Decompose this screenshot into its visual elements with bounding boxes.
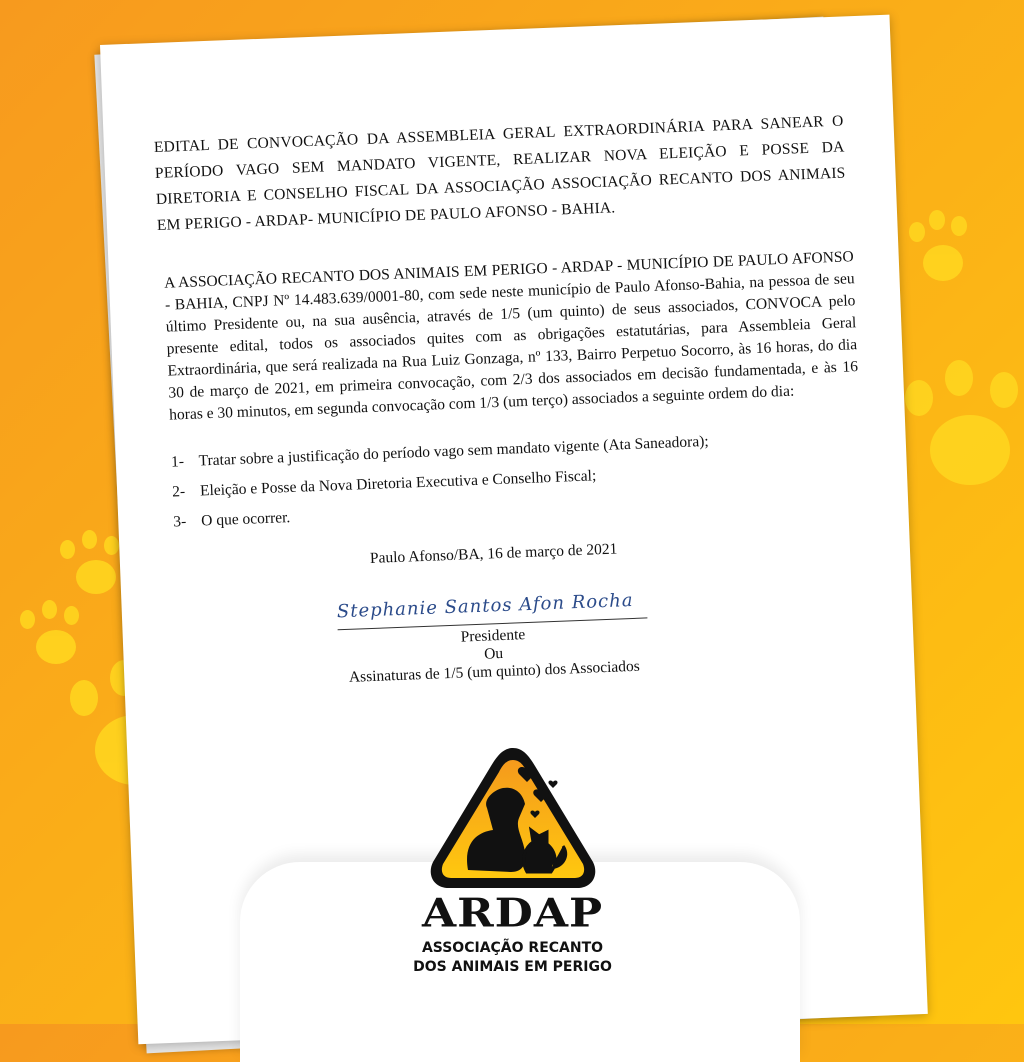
agenda-item: 3- O que ocorrer. [173,509,291,531]
signer-role: Presidente [460,626,526,646]
paw-print-icon [905,210,975,290]
document-body: A ASSOCIAÇÃO RECANTO DOS ANIMAIS EM PERIGO - ARDAP - MUNICÍPIO DE PAULO AFONSO - BAHIA, CNPJ Nº 14.483.639/0001-80, com sede neste município de Paulo Afonso-Bahia, na pessoa de seu último Presidente ou, na sua ausência, através de 1/5 (um quinto) de seus associados, CONVOCA pelo presente edital, todos os associados quites com as obrigações estatutárias, para Assembleia Geral Extraordinária, que será realizada na Rua Luiz Gonzaga, nº 133, Bairro Perpetuo Socorro, às 16 horas, do dia 30 de março de 2021, em primeira convocação, com 2/3 dos associados em decisão fundamentada, e às 16 horas e 30 minutos, em segunda convocação com 1/3 (um terço) associados a seguinte ordem do dia: [163,248,859,424]
signer-block [338,621,650,687]
agenda-item: 2- Eleição e Posse da Nova Diretoria Executiva e Conselho Fiscal; [171,467,597,501]
logo-subtitle-2: DOS ANIMAIS EM PERIGO [413,959,612,975]
logo-subtitle-1: ASSOCIAÇÃO RECANTO [421,940,604,956]
agenda-item: 1- Tratar sobre a justificação do período vago sem mandato vigente (Ata Saneadora); [170,432,709,471]
agenda-list [171,421,864,537]
signature: Stephanie Santos Afon Rocha [337,589,648,630]
paw-print-icon [900,360,1024,490]
ardap-logo [405,742,620,977]
dog-cat-hearts-logo [423,742,603,892]
document-title: EDITAL DE CONVOCAÇÃO DA ASSEMBLEIA GERAL EXTRAORDINÁRIA PARA SANEAR O PERÍODO VAGO SEM MANDATO VIGENTE, REALIZAR NOVA ELEIÇÃO E POSSE DA DIRETORIA E CONSELHO FISCAL DA ASSOCIAÇÃO ASSOCIAÇÃO RECANTO DOS ANIMAIS EM PERIGO - ARDAP- MUNICÍPIO DE PAULO AFONSO - BAHIA. [153,112,846,234]
alt-signers: Assinaturas de 1/5 (um quinto) dos Associados [348,657,641,686]
logo-name: ARDAP [421,890,604,937]
place-date: Paulo Afonso/BA, 16 de março de 2021 [369,540,618,568]
or-label: Ou [483,644,504,663]
